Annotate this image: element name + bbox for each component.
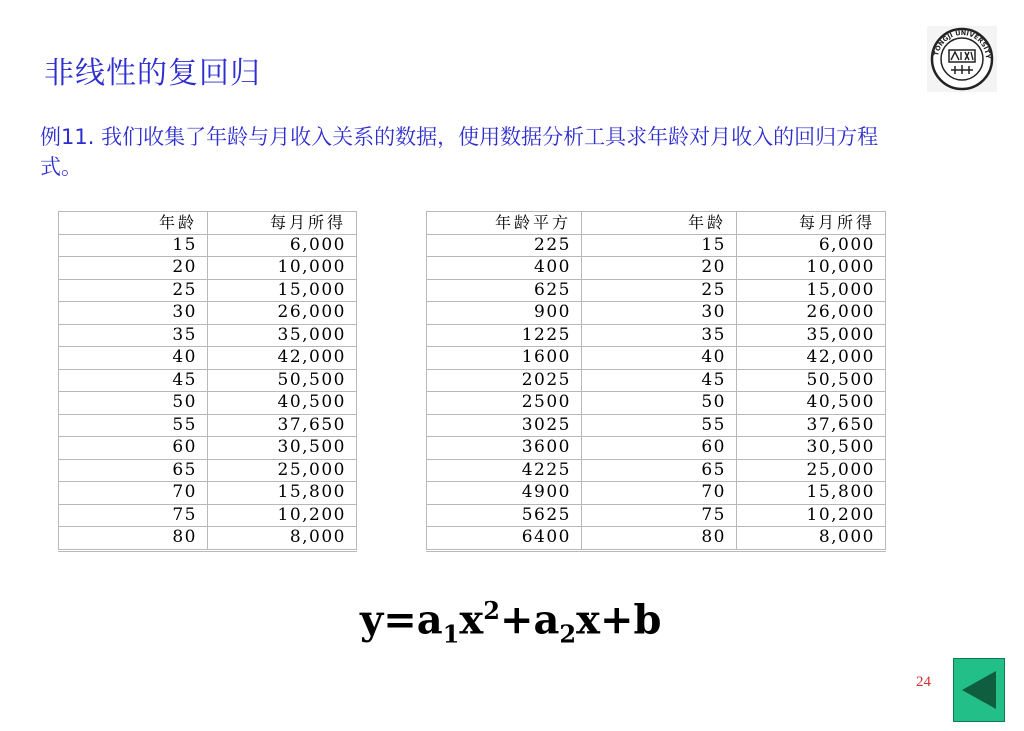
age-squared-income-table — [426, 211, 886, 552]
income-cell: 42,000 — [208, 347, 357, 370]
age-income-table — [58, 211, 357, 552]
age-squared-cell: 1225 — [427, 324, 582, 347]
income-cell: 15,800 — [737, 482, 886, 505]
table-row — [427, 257, 886, 280]
age-cell: 80 — [582, 527, 737, 551]
income-cell: 10,000 — [737, 257, 886, 280]
age-cell: 60 — [59, 437, 208, 460]
table-row — [59, 459, 357, 482]
back-arrow-icon — [954, 659, 1004, 721]
age-squared-cell: 4225 — [427, 459, 582, 482]
income-cell: 40,500 — [208, 392, 357, 415]
income-cell: 26,000 — [737, 302, 886, 325]
age-squared-cell: 3600 — [427, 437, 582, 460]
age-cell: 70 — [582, 482, 737, 505]
age-cell: 20 — [59, 257, 208, 280]
age-cell: 25 — [582, 279, 737, 302]
table-row — [427, 414, 886, 437]
income-cell: 26,000 — [208, 302, 357, 325]
table-row — [59, 482, 357, 505]
income-cell: 35,000 — [737, 324, 886, 347]
formula-part: +a — [499, 596, 560, 644]
age-squared-cell: 225 — [427, 234, 582, 257]
age-squared-cell: 400 — [427, 257, 582, 280]
table-header-row — [59, 212, 357, 235]
table-row — [59, 527, 357, 551]
page-number: 24 — [916, 674, 931, 690]
age-squared-cell: 2025 — [427, 369, 582, 392]
age-cell: 75 — [59, 504, 208, 527]
table-row — [59, 257, 357, 280]
age-cell: 65 — [582, 459, 737, 482]
income-cell: 50,500 — [737, 369, 886, 392]
age-squared-cell: 3025 — [427, 414, 582, 437]
table-row — [59, 414, 357, 437]
table-row — [427, 279, 886, 302]
table-row — [427, 437, 886, 460]
income-cell: 30,500 — [208, 437, 357, 460]
age-cell: 30 — [59, 302, 208, 325]
income-cell: 25,000 — [208, 459, 357, 482]
income-cell: 15,800 — [208, 482, 357, 505]
question-text: 例11. 我们收集了年龄与月收入关系的数据，使用数据分析工具求年龄对月收入的回归方程式。 — [40, 125, 879, 179]
header-age: 年龄 — [582, 212, 737, 235]
income-cell: 37,650 — [737, 414, 886, 437]
income-cell: 25,000 — [737, 459, 886, 482]
table-row — [427, 504, 886, 527]
income-cell: 6,000 — [737, 234, 886, 257]
formula-part: x — [459, 596, 484, 644]
age-squared-cell: 900 — [427, 302, 582, 325]
age-squared-cell: 5625 — [427, 504, 582, 527]
formula-exponent: 2 — [483, 596, 500, 625]
age-squared-cell: 4900 — [427, 482, 582, 505]
age-cell: 20 — [582, 257, 737, 280]
age-cell: 15 — [582, 234, 737, 257]
slide-title: 非线性的复回归 — [44, 56, 261, 91]
income-cell: 37,650 — [208, 414, 357, 437]
age-cell: 60 — [582, 437, 737, 460]
table-row — [427, 527, 886, 551]
table-row — [59, 302, 357, 325]
age-cell: 50 — [59, 392, 208, 415]
income-cell: 10,000 — [208, 257, 357, 280]
table-row — [427, 482, 886, 505]
header-income: 每月所得 — [208, 212, 357, 235]
formula-subscript: 1 — [442, 619, 460, 649]
income-cell: 40,500 — [737, 392, 886, 415]
previous-slide-button[interactable] — [953, 658, 1005, 722]
table-row — [59, 234, 357, 257]
table-row — [427, 369, 886, 392]
table-row — [59, 279, 357, 302]
income-cell: 10,200 — [208, 504, 357, 527]
income-cell: 15,000 — [208, 279, 357, 302]
age-cell: 55 — [582, 414, 737, 437]
income-cell: 15,000 — [737, 279, 886, 302]
income-cell: 35,000 — [208, 324, 357, 347]
income-cell: 30,500 — [737, 437, 886, 460]
formula-part: x+b — [576, 596, 662, 644]
table-row — [427, 234, 886, 257]
age-cell: 40 — [582, 347, 737, 370]
table-row — [427, 324, 886, 347]
income-cell: 6,000 — [208, 234, 357, 257]
table-row — [427, 347, 886, 370]
table-row — [59, 369, 357, 392]
formula-subscript: 2 — [559, 619, 577, 649]
income-cell: 50,500 — [208, 369, 357, 392]
table-row — [427, 392, 886, 415]
age-squared-cell: 2500 — [427, 392, 582, 415]
header-age: 年龄 — [59, 212, 208, 235]
income-cell: 8,000 — [737, 527, 886, 551]
header-age-squared: 年龄平方 — [427, 212, 582, 235]
age-cell: 45 — [582, 369, 737, 392]
regression-formula — [360, 596, 661, 648]
age-cell: 75 — [582, 504, 737, 527]
table-row — [427, 459, 886, 482]
age-squared-cell: 625 — [427, 279, 582, 302]
age-cell: 35 — [582, 324, 737, 347]
age-cell: 30 — [582, 302, 737, 325]
age-cell: 70 — [59, 482, 208, 505]
age-cell: 80 — [59, 527, 208, 551]
table-row — [59, 437, 357, 460]
table-row — [59, 504, 357, 527]
income-cell: 10,200 — [737, 504, 886, 527]
seal-lettering: TONGJI UNIVERSITY — [932, 28, 993, 60]
formula-part: y=a — [360, 596, 443, 644]
table-header-row — [427, 212, 886, 235]
table-row — [59, 392, 357, 415]
age-cell: 35 — [59, 324, 208, 347]
age-cell: 45 — [59, 369, 208, 392]
age-cell: 40 — [59, 347, 208, 370]
university-seal-icon — [927, 26, 997, 92]
table-row — [59, 347, 357, 370]
income-cell: 8,000 — [208, 527, 357, 551]
age-cell: 25 — [59, 279, 208, 302]
age-cell: 15 — [59, 234, 208, 257]
table-row — [59, 324, 357, 347]
age-cell: 50 — [582, 392, 737, 415]
age-cell: 65 — [59, 459, 208, 482]
age-squared-cell: 6400 — [427, 527, 582, 551]
table-row — [427, 302, 886, 325]
income-cell: 42,000 — [737, 347, 886, 370]
age-squared-cell: 1600 — [427, 347, 582, 370]
age-cell: 55 — [59, 414, 208, 437]
header-income: 每月所得 — [737, 212, 886, 235]
